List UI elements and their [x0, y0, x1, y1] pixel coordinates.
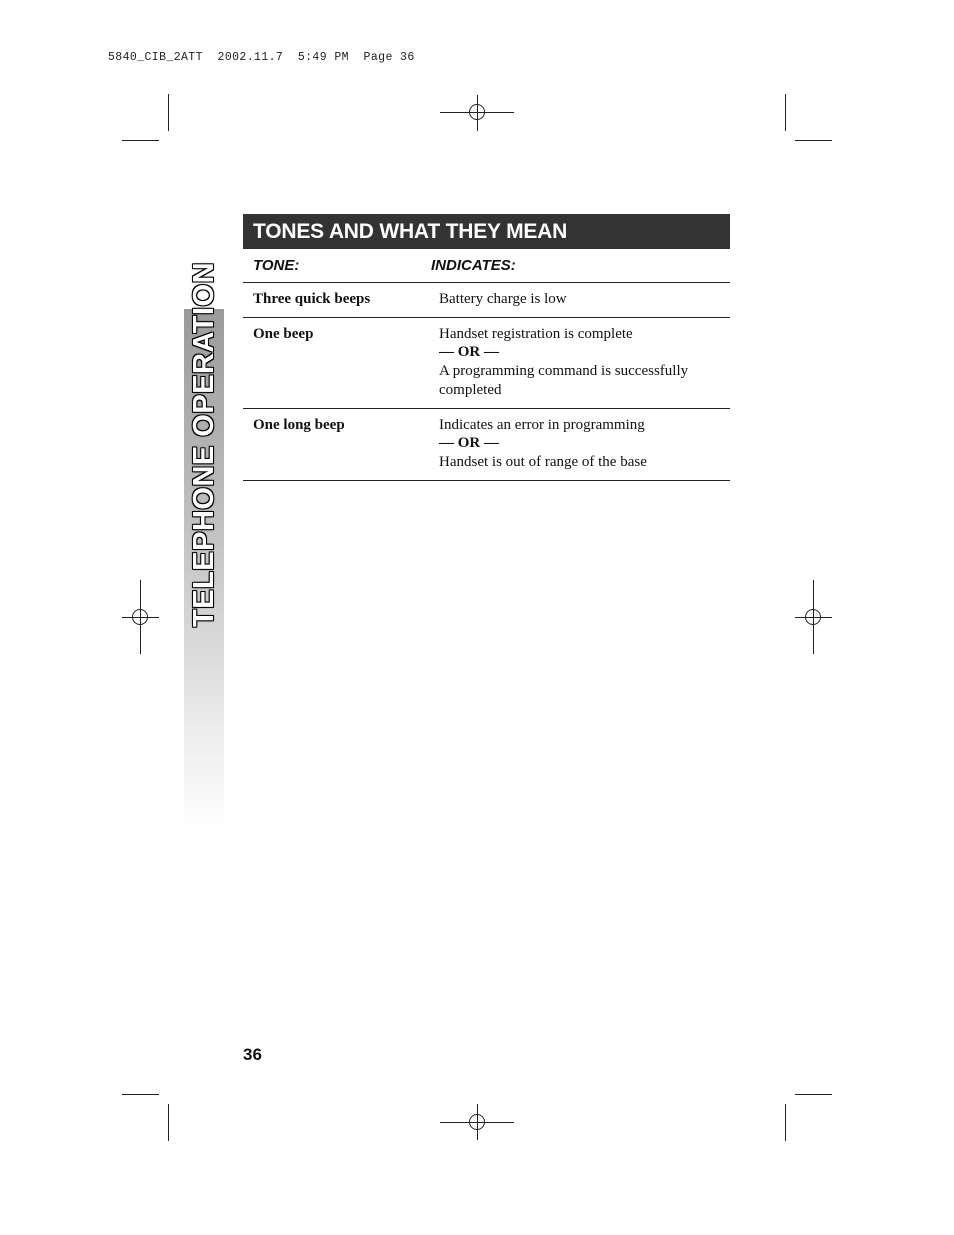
meaning-line: Battery charge is low: [439, 291, 567, 307]
table-row: [243, 318, 730, 409]
tone-meaning: [439, 416, 729, 472]
chapter-side-tab: [184, 261, 224, 829]
section-title: TONES AND WHAT THEY MEAN: [243, 214, 730, 249]
meaning-line: completed: [439, 381, 502, 398]
table-row: [243, 283, 730, 318]
meaning-line: Indicates an error in programming: [439, 416, 645, 433]
chapter-side-tab-label: TELEPHONE OPERATION: [188, 261, 220, 627]
page-number: 36: [243, 1045, 262, 1064]
tone-meaning: [439, 325, 729, 400]
table-row: [243, 409, 730, 481]
crop-mark: [785, 94, 786, 131]
tone-name: One long beep: [253, 416, 345, 433]
crop-mark: [795, 1094, 832, 1095]
meaning-line: A programming command is successfully: [439, 363, 689, 380]
or-separator: — OR —: [439, 344, 499, 361]
or-separator: — OR —: [439, 435, 499, 452]
crop-mark: [168, 94, 169, 131]
crop-mark: [168, 1104, 169, 1141]
tones-table: [243, 249, 730, 481]
tone-meaning: [439, 290, 729, 309]
tone-name: One beep: [253, 325, 314, 342]
column-header-indicates: INDICATES:: [431, 257, 516, 274]
crop-mark: [122, 1094, 159, 1095]
tone-name: Three quick beeps: [253, 291, 371, 307]
column-header-tone: TONE:: [253, 257, 300, 274]
meaning-line: Handset is out of range of the base: [439, 453, 647, 470]
crop-mark: [795, 140, 832, 141]
crop-mark: [122, 140, 159, 141]
print-slug-line: 5840_CIB_2ATT 2002.11.7 5:49 PM Page 36: [108, 51, 415, 64]
meaning-line: Handset registration is complete: [439, 325, 633, 342]
table-header-row: [243, 249, 730, 283]
crop-mark: [785, 1104, 786, 1141]
